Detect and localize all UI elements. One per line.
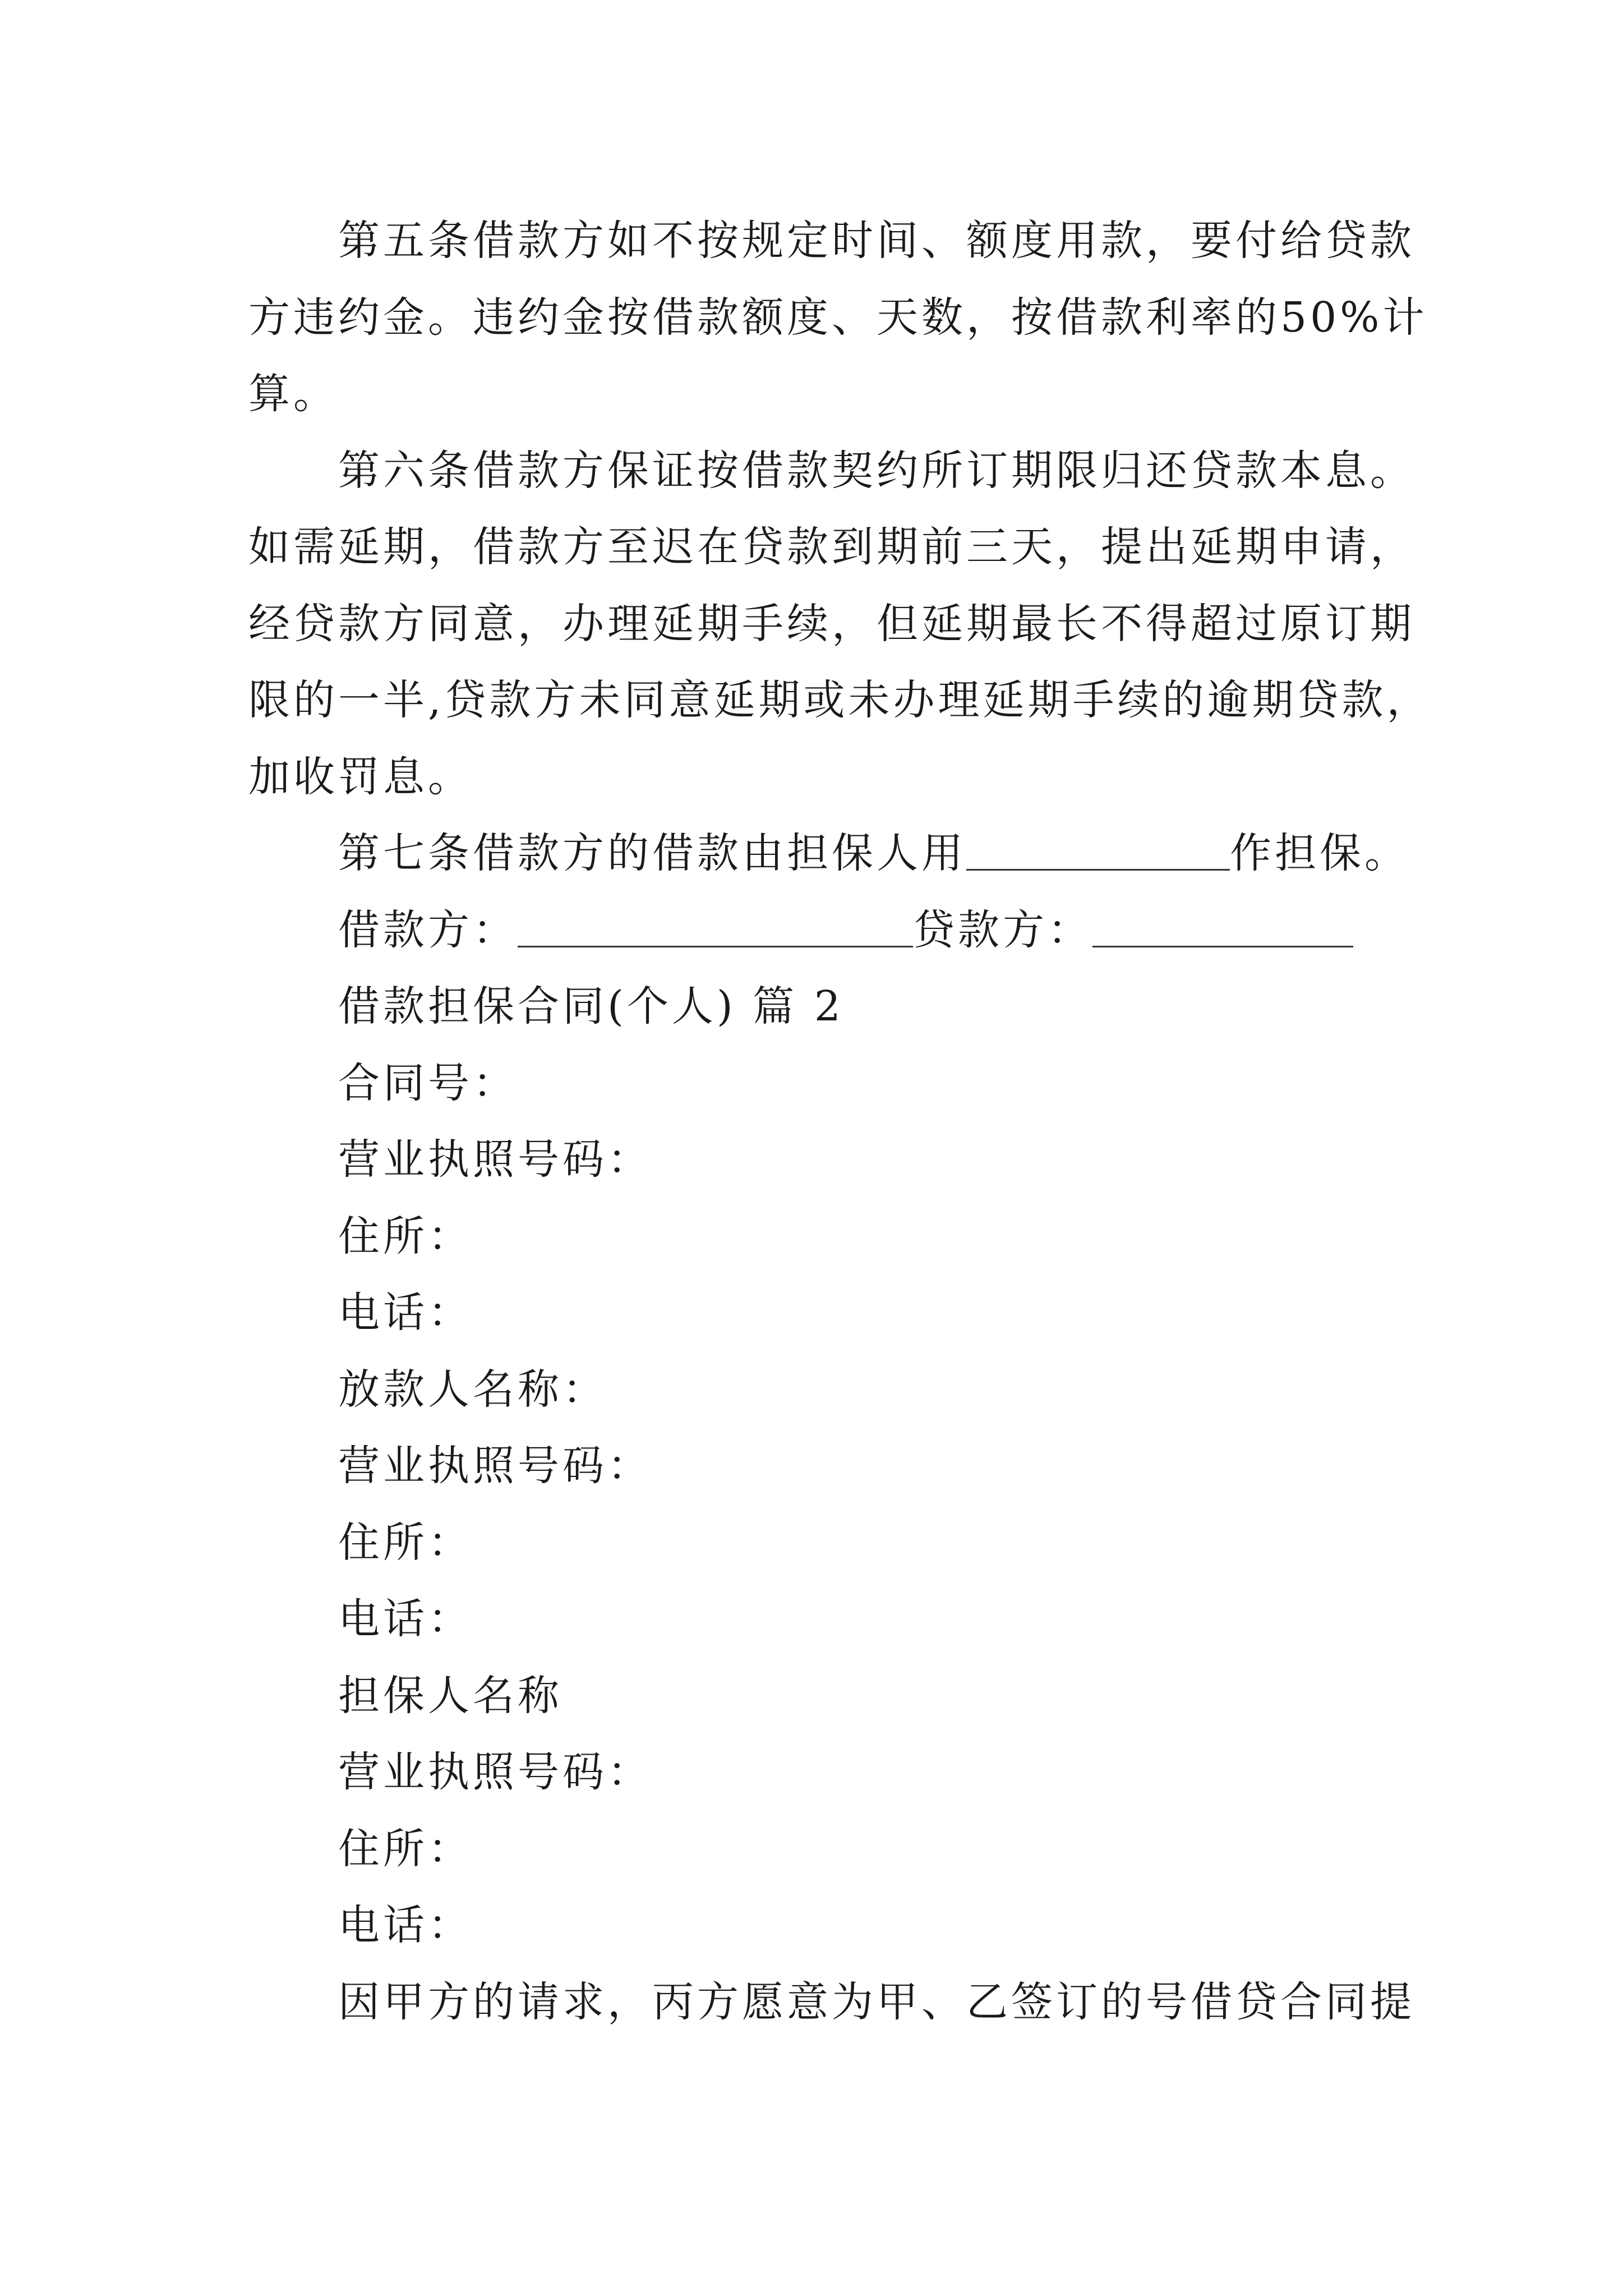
signature-line xyxy=(338,906,1353,954)
address-label: 住所： xyxy=(338,1825,473,1873)
article-7-prefix: 第七条借款方的借款由担保人用 xyxy=(338,829,966,877)
business-license-label: 营业执照号码： xyxy=(338,1442,652,1490)
phone-label: 电话： xyxy=(338,1901,473,1949)
address-label: 住所： xyxy=(338,1519,473,1567)
phone-label: 电话： xyxy=(338,1595,473,1643)
article-6-line-5: 加收罚息。 xyxy=(248,753,473,801)
article-6-line-4: 限的一半,贷款方未同意延期或未办理延期手续的逾期贷款， xyxy=(248,676,1432,724)
guarantor-name-label: 担保人名称 xyxy=(338,1672,562,1720)
lender-blank xyxy=(1092,912,1353,947)
lender-label: 贷款方： xyxy=(913,906,1092,954)
section-title: 借款担保合同(个人) 篇 2 xyxy=(338,982,844,1030)
article-6-line-2: 如需延期，借款方至迟在贷款到期前三天，提出延期申请， xyxy=(248,523,1415,571)
guarantee-blank xyxy=(966,835,1230,871)
article-7-suffix: 作担保。 xyxy=(1230,829,1409,877)
contract-number-label: 合同号： xyxy=(338,1059,518,1107)
phone-label: 电话： xyxy=(338,1289,473,1337)
article-5-line-1: 第五条借款方如不按规定时间、额度用款，要付给贷款 xyxy=(338,217,1415,265)
article-6-line-1: 第六条借款方保证按借款契约所订期限归还贷款本息。 xyxy=(338,447,1415,495)
article-6-line-3: 经贷款方同意，办理延期手续，但延期最长不得超过原订期 xyxy=(248,600,1415,648)
lender-name-label: 放款人名称： xyxy=(338,1365,607,1414)
article-7-line xyxy=(338,829,1409,877)
article-5-line-3: 算。 xyxy=(248,370,338,418)
business-license-label: 营业执照号码： xyxy=(338,1135,652,1184)
borrower-label: 借款方： xyxy=(338,906,518,954)
closing-line: 因甲方的请求，丙方愿意为甲、乙签订的号借贷合同提 xyxy=(338,1978,1415,2026)
address-label: 住所： xyxy=(338,1212,473,1260)
business-license-label: 营业执照号码： xyxy=(338,1748,652,1796)
article-5-line-2: 方违约金。违约金按借款额度、天数，按借款利率的50%计 xyxy=(248,293,1428,342)
borrower-blank xyxy=(518,912,913,947)
